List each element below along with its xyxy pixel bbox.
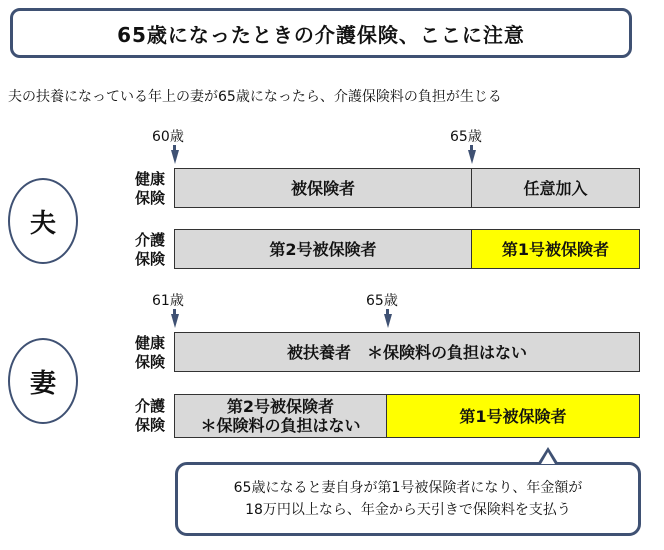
page-title-text: 65歳になったときの介護保険、ここに注意 [117, 22, 525, 47]
wife-health-bar [174, 332, 640, 372]
wife-care-label-line2: 保険 [134, 416, 165, 434]
wife-care-label [131, 397, 169, 435]
husband-label: 夫 [29, 208, 56, 239]
husband-care-type2-segment: 第2号被保険者 [174, 229, 472, 269]
husband-health-label-line1: 健康 [134, 170, 165, 188]
husband-age-65: 65歳 [450, 129, 482, 145]
note-line1: 65歳になると妻自身が第1号被保険者になり、年金額が [233, 480, 583, 496]
wife-care-type2-segment [174, 394, 387, 438]
subtitle: 夫の扶養になっている年上の妻が65歳になったら、介護保険料の負担が生じる [8, 89, 502, 105]
wife-care-type1-segment: 第1号被保険者 [387, 394, 640, 438]
wife-age-start-marker [171, 314, 179, 328]
husband-age-start-marker [171, 150, 179, 164]
husband-health-label-line2: 保険 [134, 189, 165, 207]
husband-age-start: 60歳 [152, 129, 184, 145]
wife-care-label-line1: 介護 [134, 397, 165, 415]
husband-care-bar [174, 229, 640, 269]
husband-health-voluntary-segment: 任意加入 [472, 168, 640, 208]
wife-health-label-line1: 健康 [134, 334, 165, 352]
wife-age-65-marker [384, 314, 392, 328]
wife-circle [8, 338, 78, 424]
husband-age-65-marker [468, 150, 476, 164]
wife-health-dependent-segment: 被扶養者 ＊保険料の負担はない [174, 332, 640, 372]
note-bubble [175, 462, 641, 536]
husband-health-insured-segment: 被保険者 [174, 168, 472, 208]
husband-care-label-line1: 介護 [134, 231, 165, 249]
husband-care-label-line2: 保険 [134, 250, 165, 268]
wife-care-type2-line1: 第2号被保険者 [226, 397, 335, 416]
page-title [10, 8, 632, 58]
wife-age-65: 65歳 [366, 293, 398, 309]
husband-circle [8, 178, 78, 264]
husband-health-label [131, 170, 169, 208]
wife-label: 妻 [29, 368, 56, 399]
wife-health-label-line2: 保険 [134, 353, 165, 371]
husband-care-type1-segment: 第1号被保険者 [472, 229, 640, 269]
husband-health-bar [174, 168, 640, 208]
wife-age-start: 61歳 [152, 293, 184, 309]
note-line2: 18万円以上なら、年金から天引きで保険料を支払う [245, 502, 571, 518]
note-bubble-tail-inner [541, 452, 555, 464]
wife-care-bar [174, 394, 640, 438]
husband-care-label [131, 231, 169, 269]
wife-care-type2-line2: ＊保険料の負担はない [200, 416, 361, 435]
wife-health-label [131, 334, 169, 372]
